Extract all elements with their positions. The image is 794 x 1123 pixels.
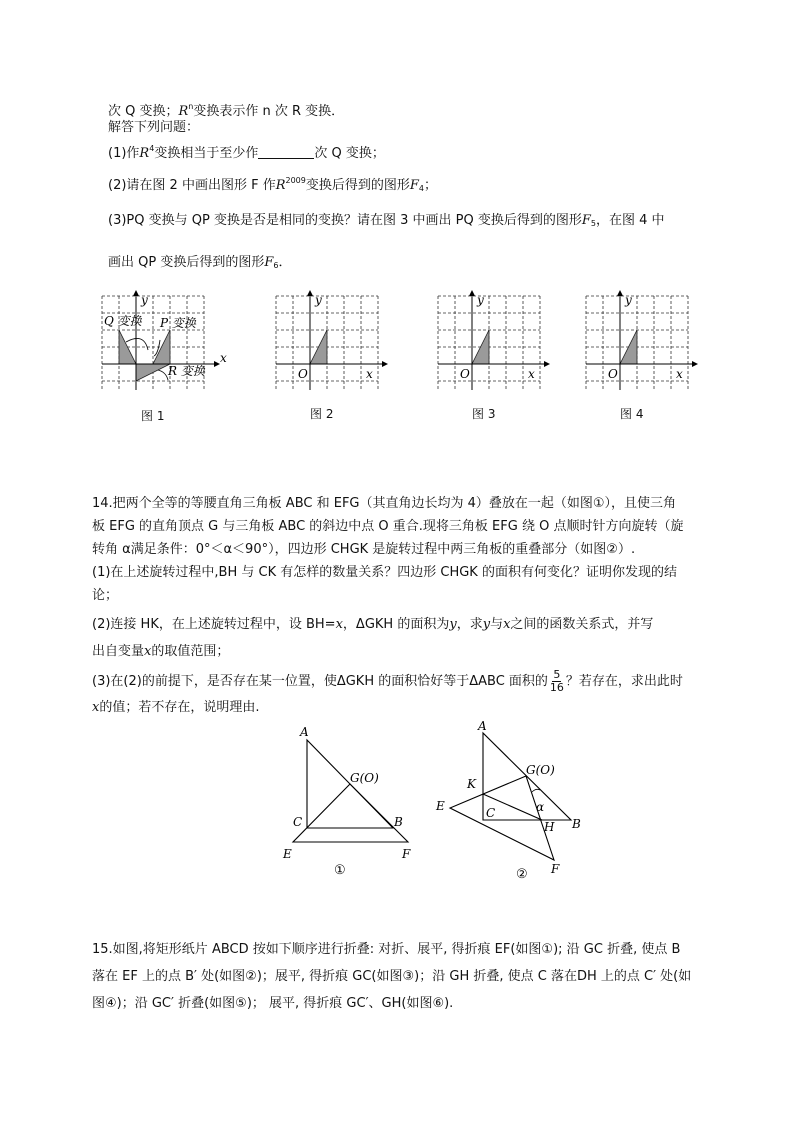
label-b: B	[394, 815, 403, 829]
caption-fig1: 图 1	[141, 409, 165, 423]
q13-answer-prompt: 解答下列问题：	[108, 120, 200, 135]
q13-p3-f: F	[581, 213, 591, 228]
q13-part1	[108, 140, 385, 163]
q13-p2-b: 变换后得到的图形	[305, 178, 410, 193]
triangle-figure-2	[428, 718, 598, 884]
grid-figure-4	[580, 290, 700, 402]
label-p-transform: P 变换	[160, 316, 196, 330]
label-e: E	[283, 847, 292, 861]
label-b: B	[572, 817, 581, 831]
q13-intro-line	[108, 98, 344, 121]
arrow-q	[126, 338, 148, 350]
fraction-5-16	[550, 669, 564, 694]
q13-part3-cont	[108, 254, 291, 275]
q14-l6-a: (2)连接 HK，在上述旋转过程中，设 BH=	[92, 617, 336, 632]
triangle-figure-1	[278, 722, 428, 882]
label-k: K	[467, 777, 476, 791]
y-label: y	[477, 293, 484, 307]
arrow-r	[158, 370, 168, 380]
answer-blank[interactable]	[258, 145, 314, 159]
q13-p1-r: R	[139, 146, 150, 161]
label-f: F	[551, 862, 560, 876]
origin-label: O	[608, 367, 618, 381]
q13-p2-r: R	[275, 178, 286, 193]
y-arrow	[307, 290, 313, 296]
q14-line3: 转角 α满足条件：0°＜α＜90°），四边形 CHGK 是旋转过程中两三角板的重叠部分（如图②）.	[92, 542, 636, 557]
x-label: x	[528, 367, 535, 381]
grid-figure-2	[270, 290, 390, 402]
question-15	[92, 936, 712, 1017]
q14-line4: (1)在上述旋转过程中,BH 与 CK 有怎样的数量关系？四边形 CHGK 的面积有何变化？证明你发现的结	[92, 565, 677, 580]
label-r-transform: R 变换	[168, 364, 205, 378]
q14-l8-b: ？若存在，求出此时	[565, 674, 683, 689]
q14-l6-b: ，ΔGKH 的面积为	[342, 617, 450, 632]
q14-line6	[92, 613, 712, 636]
label-q-transform: Q 变换	[104, 314, 142, 328]
y-label: y	[625, 293, 632, 307]
label-g: G(O)	[350, 771, 379, 785]
q13-p1-sup: 4	[149, 144, 155, 153]
var-x: x	[503, 617, 511, 632]
y-arrow	[133, 290, 139, 296]
triangle-efg	[293, 784, 408, 842]
q14-line8	[92, 669, 712, 694]
x-label: x	[220, 351, 227, 365]
q13-part3	[108, 212, 665, 233]
q13-intro-a: 次 Q 变换；	[108, 104, 179, 119]
q13-p2-f: F	[409, 178, 419, 193]
q15-line1: 15.如图,将矩形纸片 ABCD 按如下顺序进行折叠: 对折、展平, 得折痕 EF(如图①); 沿 GC 折叠, 使点 B	[92, 942, 681, 957]
var-x: x	[335, 617, 343, 632]
r-sup: n	[188, 102, 194, 111]
question-14	[92, 492, 712, 719]
label-alpha: α	[536, 800, 545, 814]
q13-p3-sub2: 6	[273, 261, 279, 270]
q14-l6-c: ，求	[456, 617, 483, 632]
angle-alpha-arc	[532, 789, 540, 792]
q14-line2: 板 EFG 的直角顶点 G 与三角板 ABC 的斜边中点 O 重合.现将三角板 EFG 绕 O 点顺时针方向旋转（旋	[92, 519, 684, 534]
label-a: A	[478, 719, 487, 733]
q13-p3-sub: 5	[590, 219, 596, 228]
q14-line1: 14.把两个全等的等腰直角三角板 ABC 和 EFG（其直角边长均为 4）叠放在一起（如图①），且使三角	[92, 496, 677, 511]
q14-l9-b: 的值；若不存在，说明理由.	[99, 700, 260, 715]
caption-fig3: 图 3	[472, 407, 496, 421]
q13-p3-end: ．	[278, 255, 292, 270]
label-c: C	[293, 815, 303, 829]
var-y: y	[482, 617, 491, 632]
q14-line5: 论；	[92, 588, 119, 603]
origin-label: O	[460, 367, 470, 381]
y-arrow	[469, 290, 475, 296]
q14-l6-d: 与	[490, 617, 504, 632]
r-symbol: R	[178, 104, 189, 119]
frac-num: 5	[553, 668, 561, 681]
q13-p2-a: (2)请在图 2 中画出图形 F 作	[108, 178, 276, 193]
label-h: H	[544, 820, 555, 834]
y-arrow	[617, 290, 623, 296]
q13-intro-b: 变换表示作 n 次 R 变换．	[193, 104, 345, 119]
q13-p3-a: (3)PQ 变换与 QP 变换是否是相同的变换？请在图 3 中画出 PQ 变换后得到的图形	[108, 213, 582, 228]
x-label: x	[676, 367, 683, 381]
y-label: y	[141, 293, 148, 307]
q13-p2-sub: 4	[418, 184, 424, 193]
q13-p3-b: ，在图 4 中	[595, 213, 665, 228]
q14-l6-e: 之间的函数关系式，并写	[510, 617, 654, 632]
grid-figure-3	[432, 290, 552, 402]
q15-line3: 图④)；沿 GC′ 折叠(如图⑤)； 展平, 得折痕 GC′、GH(如图⑥).	[92, 996, 454, 1011]
label-f: F	[402, 847, 411, 861]
frac-den: 16	[549, 681, 564, 694]
var-x: x	[144, 644, 152, 659]
figure-number-2: ②	[516, 867, 528, 882]
label-c: C	[486, 806, 496, 820]
caption-fig4: 图 4	[620, 407, 644, 421]
q13-p2-sup: 2009	[285, 176, 306, 185]
q13-p2-end: ；	[424, 178, 438, 193]
q15-line2: 落在 EF 上的点 B′ 处(如图②)；展平, 得折痕 GC(如图③)；沿 GH 折叠, 使点 C 落在DH 上的点 C′ 处(如	[92, 969, 692, 984]
x-label: x	[366, 367, 373, 381]
shape-p	[153, 330, 170, 364]
q13-p1-c: 次 Q 变换；	[314, 146, 385, 161]
caption-fig2: 图 2	[310, 407, 334, 421]
q14-l7-a: 出自变量	[92, 644, 145, 659]
label-a: A	[300, 725, 309, 739]
grid-figure-1	[96, 290, 226, 402]
x-arrow	[544, 361, 550, 367]
y-label: y	[315, 293, 322, 307]
figure-number-1: ①	[334, 863, 346, 878]
x-arrow	[382, 361, 388, 367]
q13-p3-c: 画出 QP 变换后得到的图形	[108, 255, 265, 270]
var-y: y	[449, 617, 457, 632]
x-arrow	[692, 361, 698, 367]
origin-label: O	[298, 367, 308, 381]
q14-l7-b: 的取值范围；	[151, 644, 230, 659]
label-e: E	[436, 799, 445, 813]
q14-line7	[92, 640, 712, 663]
label-g: G(O)	[526, 763, 555, 777]
q13-p3-f2: F	[264, 255, 274, 270]
q14-line9	[92, 696, 712, 719]
q14-l8-a: (3)在(2)的前提下，是否存在某一位置，使ΔGKH 的面积恰好等于ΔABC 面积的	[92, 674, 548, 689]
q13-p1-a: (1)作	[108, 146, 140, 161]
var-x: x	[92, 700, 100, 715]
q13-part2	[108, 172, 437, 198]
q13-p1-b: 变换相当于至少作	[154, 146, 259, 161]
